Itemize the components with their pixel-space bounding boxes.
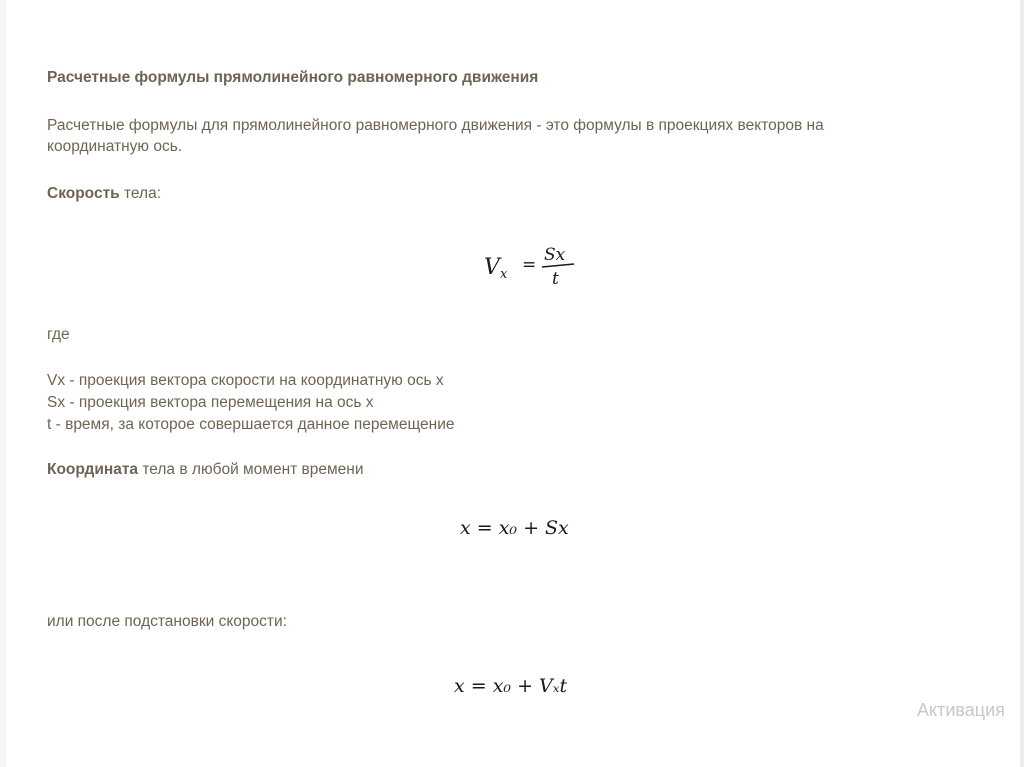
left-edge (0, 0, 6, 767)
where-label: где (47, 326, 70, 343)
right-edge (1020, 0, 1024, 767)
coord-heading (47, 459, 364, 481)
formula-speed-lhs-sub: x (500, 267, 508, 282)
formula-coord (458, 510, 608, 546)
coord-heading-bold: Координата (47, 461, 139, 478)
section-title: Расчетные формулы прямолинейного равномерного движения (47, 69, 539, 86)
formula-speed (478, 240, 588, 294)
formula-speed-denominator: t (552, 269, 559, 289)
intro-line-2: координатную ось. (47, 138, 183, 155)
substitution-label: или после подстановки скорости: (47, 613, 287, 630)
speed-heading-bold: Скорость (47, 185, 120, 202)
formula-speed-lhs: V (484, 255, 500, 280)
formula-coord-speed-text: x = x₀ + Vₓt (454, 675, 568, 697)
formula-speed-eq: = (522, 255, 537, 275)
windows-activation-watermark: Активация (917, 700, 1005, 720)
formula-coord-text: x = x₀ + Sx (460, 517, 569, 539)
definition-sx: Sx - проекция вектора перемещения на ось x (47, 394, 374, 411)
intro-line-1: Расчетные формулы для прямолинейного равномерного движения - это формулы в проекциях векторов на (47, 117, 824, 134)
speed-heading (47, 183, 161, 205)
formula-speed-numerator: Sx (544, 245, 566, 265)
speed-heading-rest: тела: (119, 185, 161, 202)
definition-vx: Vx - проекция вектора скорости на координатную ось x (47, 372, 444, 389)
formula-coord-speed (452, 668, 612, 704)
coord-heading-rest: тела в любой момент времени (138, 461, 364, 478)
definition-t: t - время, за которое совершается данное перемещение (47, 416, 455, 433)
